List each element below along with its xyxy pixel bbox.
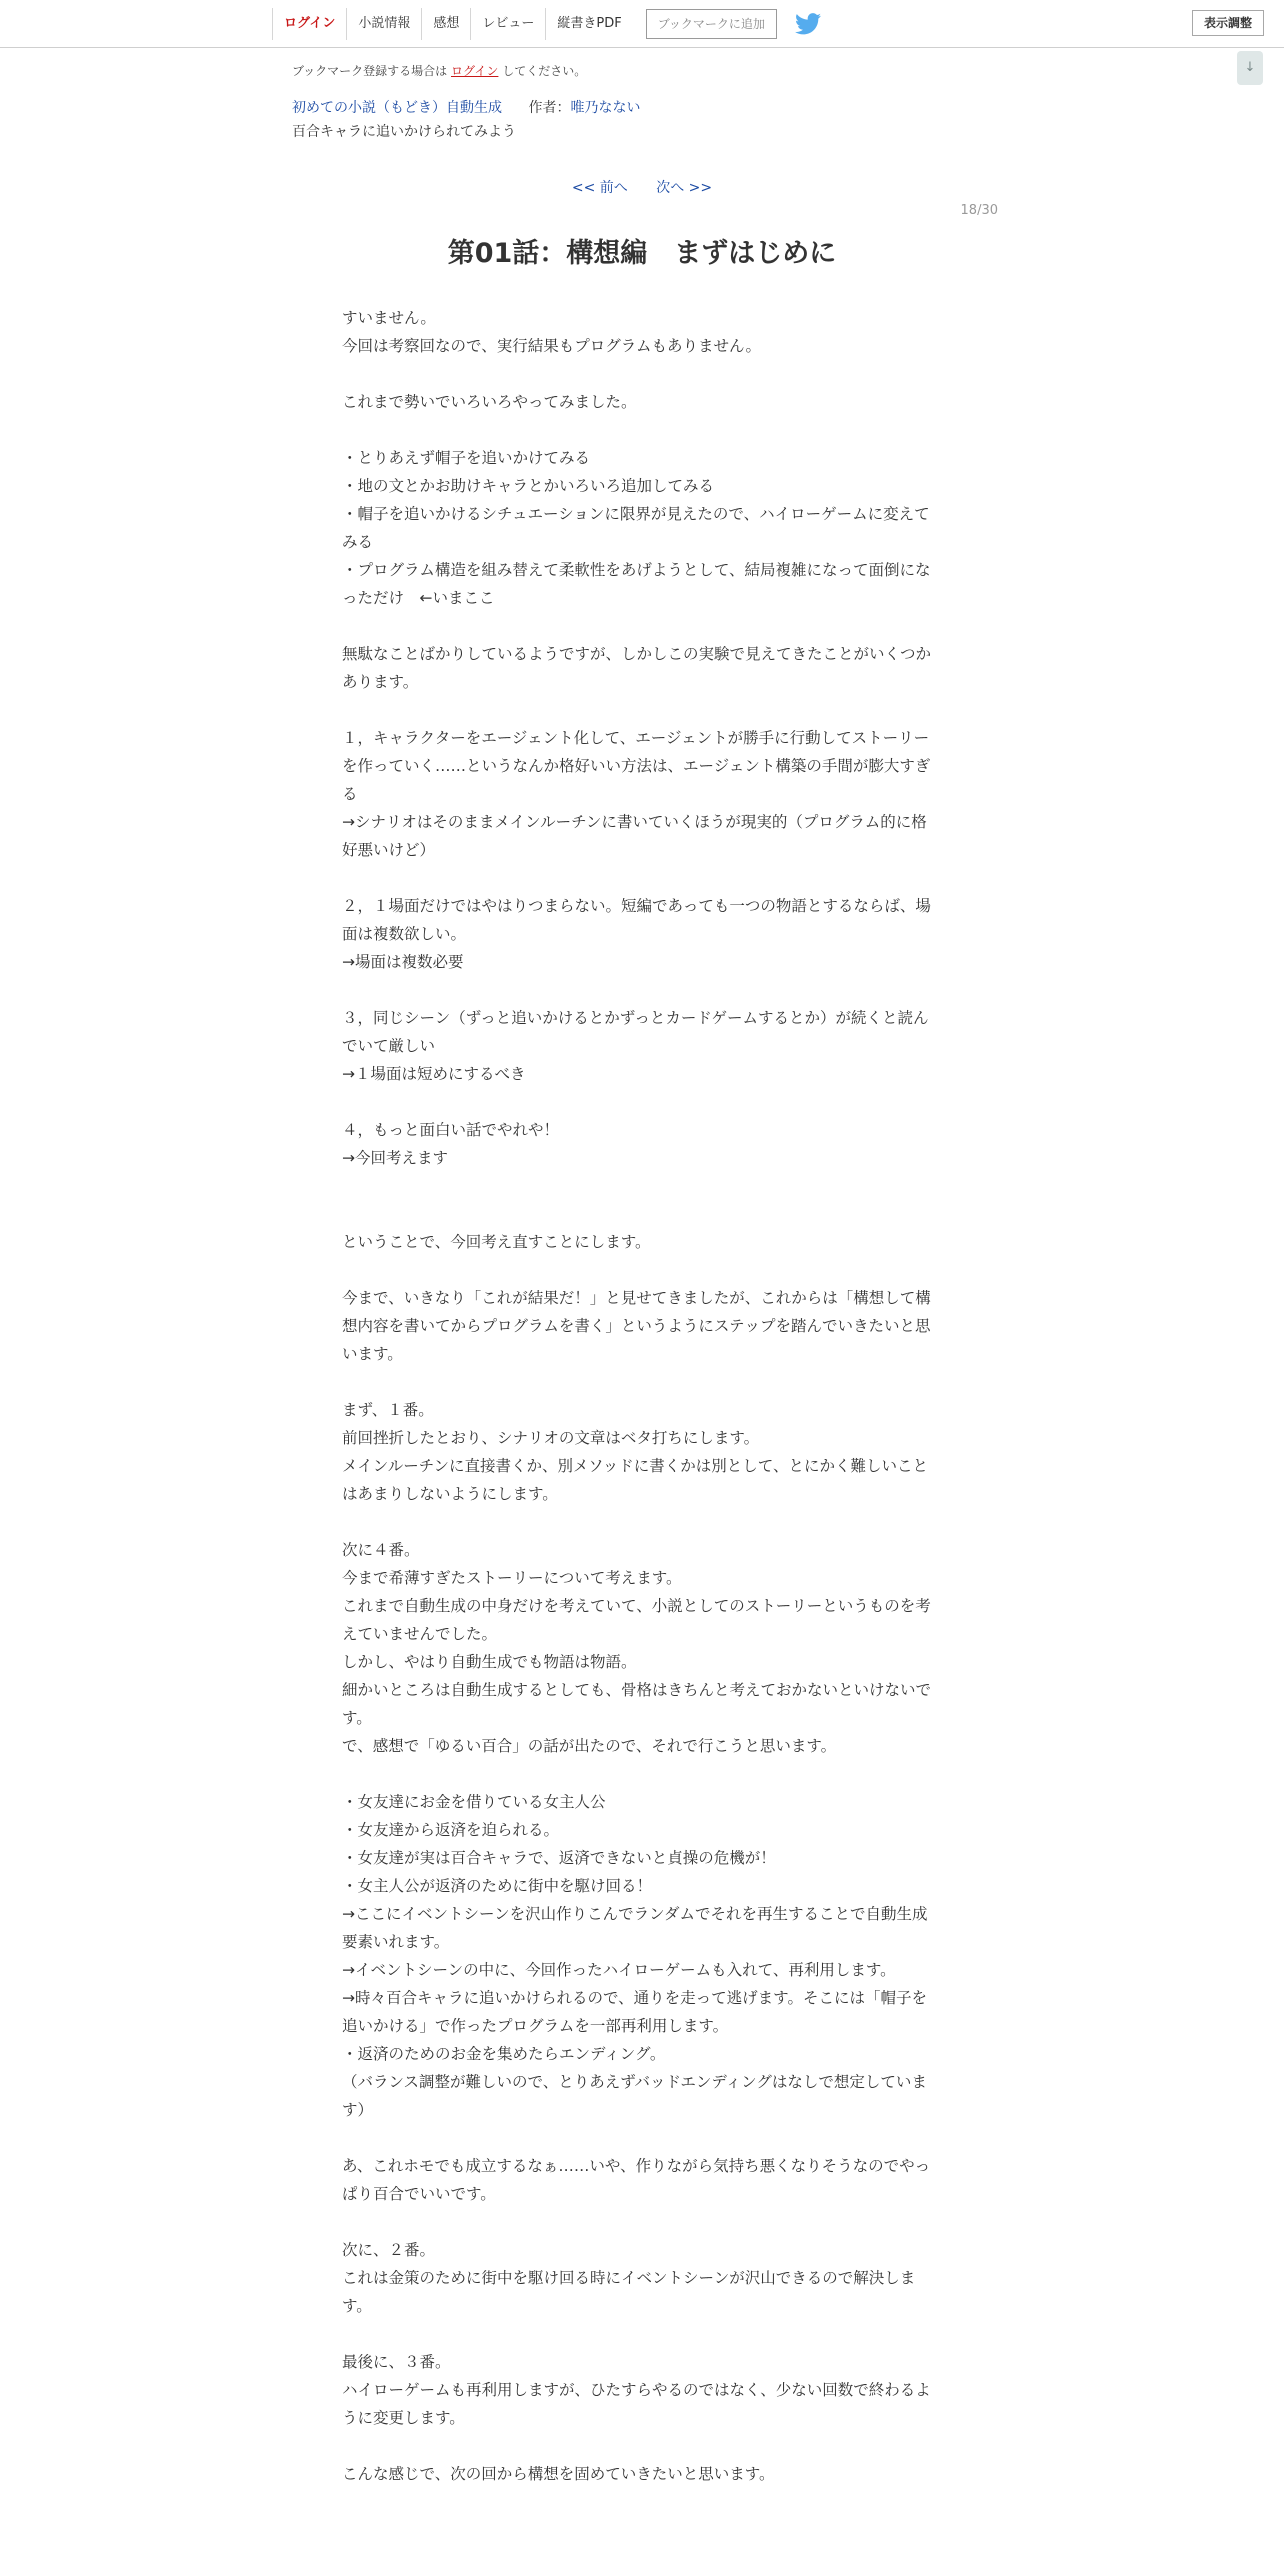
header-bar <box>0 0 1284 48</box>
body-line: 今まで希薄すぎたストーリーについて考えます。 <box>342 1569 682 1587</box>
series-subtitle: 百合キャラに追いかけられてみよう <box>292 124 516 140</box>
prev-link[interactable]: << 前へ <box>571 180 628 196</box>
body-line <box>342 2208 942 2236</box>
body-line <box>342 2320 942 2348</box>
body-line: あ、これホモでも成立するなぁ……いや、作りながら気持ち悪くなりそうなのでやっぱり百合でいいです。 <box>342 2157 931 2203</box>
body-line: ・プログラム構造を組み替えて柔軟性をあげようとして、結局複雑になって面倒になっただけ ←いまここ <box>342 561 931 607</box>
body-line: ハイローゲームも再利用しますが、ひたすらやるのではなく、少ない回数で終わるように変更します。 <box>342 2381 931 2427</box>
body-line: →イベントシーンの中に、今回作ったハイローゲームも入れて、再利用します。 <box>342 1961 896 1979</box>
body-line: しかし、やはり自動生成でも物語は物語。 <box>342 1653 637 1671</box>
body-line <box>342 2124 942 2152</box>
notice-suffix: してください。 <box>502 64 587 78</box>
body-line <box>342 612 942 640</box>
chapter-title: 第01話：構想編 まずはじめに <box>447 238 837 269</box>
nav-review[interactable]: レビュー <box>470 8 545 40</box>
body-line <box>342 696 942 724</box>
body-line: →場面は複数必要 <box>342 953 464 971</box>
body-line: 細かいところは自動生成するとしても、骨格はきちんと考えておかないといけないです。 <box>342 1681 932 1727</box>
chapter-body <box>342 304 942 2488</box>
twitter-icon[interactable] <box>795 13 821 35</box>
body-line: →時々百合キャラに追いかけられるので、通りを走って逃げます。そこには「帽子を追いかける」で作ったプログラムを一部再利用します。 <box>342 1989 927 2035</box>
body-line <box>342 1508 942 1536</box>
body-line: 前回挫折したとおり、シナリオの文章はベタ打ちにします。 <box>342 1429 760 1447</box>
pager <box>0 177 1284 197</box>
body-line: １，キャラクターをエージェント化して、エージェントが勝手に行動してストーリーを作っていく……というなんか格好いい方法は、エージェント構築の手間が膨大すぎる <box>342 729 931 803</box>
body-line: これまで勢いでいろいろやってみました。 <box>342 393 637 411</box>
body-line: →ここにイベントシーンを沢山作りこんでランダムでそれを再生することで自動生成要素いれます。 <box>342 1905 928 1951</box>
notice-login-link[interactable]: ログイン <box>451 64 499 78</box>
body-line: ということで、今回考え直すことにします。 <box>342 1233 651 1251</box>
body-line <box>342 1368 942 1396</box>
body-line: これまで自動生成の中身だけを考えていて、小説としてのストーリーというものを考えていませんでした。 <box>342 1597 931 1643</box>
nav-login[interactable]: ログイン <box>272 8 346 40</box>
body-line: こんな感じで、次の回から構想を固めていきたいと思います。 <box>342 2465 775 2483</box>
body-line: これは金策のために街中を駆け回る時にイベントシーンが沢山できるので解決します。 <box>342 2269 916 2315</box>
main-nav <box>272 8 821 40</box>
bookmark-notice <box>292 62 586 79</box>
body-line: 次に、２番。 <box>342 2241 436 2259</box>
body-line: 今まで、いきなり「これが結果だ！」と見せてきましたが、これからは「構想して構想内容を書いてからプログラムを書く」というようにステップを踏んでいきたいと思います。 <box>342 1289 931 1363</box>
notice-prefix: ブックマーク登録する場合は <box>292 64 448 78</box>
body-line: →今回考えます <box>342 1149 448 1167</box>
body-line: 無駄なことばかりしているようですが、しかしこの実験で見えてきたことがいくつかあります。 <box>342 645 932 691</box>
body-line: ・女友達にお金を借りている女主人公 <box>342 1793 606 1811</box>
series-title-link[interactable]: 初めての小説（もどき）自動生成 <box>292 100 502 116</box>
body-line: ・帽子を追いかけるシチュエーションに限界が見えたので、ハイローゲームに変えてみる <box>342 505 930 551</box>
body-line: ・女主人公が返済のために街中を駆け回る！ <box>342 1877 653 1895</box>
body-line: ４，もっと面白い話でやれや！ <box>342 1121 560 1139</box>
display-settings-button[interactable]: 表示調整 <box>1192 10 1264 36</box>
author-label: 作者： <box>528 100 571 116</box>
body-line: →シナリオはそのままメインルーチンに書いていくほうが現実的（プログラム的に格好悪いけど） <box>342 813 927 859</box>
body-line: ・女友達が実は百合キャラで、返済できないと貞操の危機が！ <box>342 1849 776 1867</box>
body-line: 最後に、３番。 <box>342 2353 451 2371</box>
body-line <box>342 2432 942 2460</box>
body-line: ・とりあえず帽子を追いかけてみる <box>342 449 591 467</box>
body-line <box>342 976 942 1004</box>
body-line: すいません。 <box>342 309 436 327</box>
body-line: 次に４番。 <box>342 1541 420 1559</box>
add-bookmark-button[interactable]: ブックマークに追加 <box>646 9 777 39</box>
body-line <box>342 1172 942 1200</box>
series-info <box>292 97 640 117</box>
next-link[interactable]: 次へ >> <box>656 180 713 196</box>
body-line: （バランス調整が難しいので、とりあえずバッドエンディングはなしで想定しています） <box>342 2073 927 2119</box>
body-line <box>342 1088 942 1116</box>
nav-impressions[interactable]: 感想 <box>421 8 470 40</box>
body-line <box>342 1200 942 1228</box>
body-line: ・地の文とかお助けキャラとかいろいろ追加してみる <box>342 477 715 495</box>
body-line <box>342 416 942 444</box>
body-line: →１場面は短めにするべき <box>342 1065 526 1083</box>
body-line <box>342 360 942 388</box>
scroll-down-tab[interactable]: ↓ <box>1237 51 1263 85</box>
body-line: ・女友達から返済を迫られる。 <box>342 1821 560 1839</box>
body-line <box>342 1256 942 1284</box>
body-line <box>342 1760 942 1788</box>
body-line <box>342 864 942 892</box>
body-line: ３，同じシーン（ずっと追いかけるとかずっとカードゲームするとか）が続くと読んでいて厳しい <box>342 1009 929 1055</box>
nav-novel-info[interactable]: 小説情報 <box>346 8 421 40</box>
nav-vertical-pdf[interactable]: 縦書きPDF <box>545 8 632 40</box>
body-line: メインルーチンに直接書くか、別メソッドに書くかは別として、とにかく難しいことはあまりしないようにします。 <box>342 1457 928 1503</box>
page-count: 18/30 <box>960 203 998 218</box>
author-link[interactable]: 唯乃なない <box>570 100 641 116</box>
body-line: ２，１場面だけではやはりつまらない。短編であっても一つの物語とするならば、場面は複数欲しい。 <box>342 897 931 943</box>
body-line: で、感想で「ゆるい百合」の話が出たので、それで行こうと思います。 <box>342 1737 837 1755</box>
body-line: ・返済のためのお金を集めたらエンディング。 <box>342 2045 666 2063</box>
body-line: まず、１番。 <box>342 1401 434 1419</box>
body-line: 今回は考察回なので、実行結果もプログラムもありません。 <box>342 337 761 355</box>
